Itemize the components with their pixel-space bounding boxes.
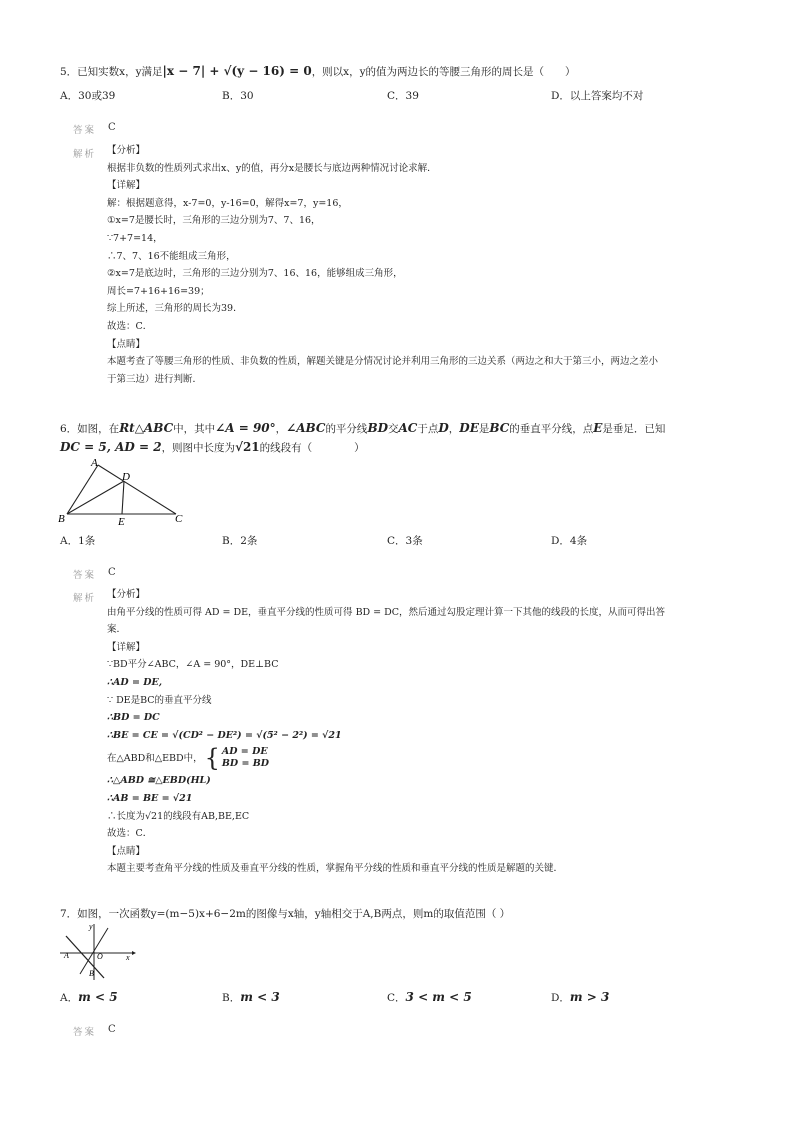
q7-answer-value: C — [108, 1024, 116, 1035]
q6-line: ∴AB = BE = √21 — [107, 792, 193, 804]
q5-answer-label: 答案 — [73, 125, 97, 136]
q5-option-a[interactable]: A．30或39 — [60, 90, 116, 102]
q6-option-c[interactable]: C．3条 — [387, 535, 423, 547]
q6-line: 本题主要考查角平分线的性质及垂直平分线的性质，掌握角平分线的性质和垂直平分线的性质是解题的关键． — [107, 863, 564, 875]
q6-solution — [107, 586, 665, 878]
q7-option-prefix: A． — [60, 992, 79, 1004]
q7-label-b: B — [89, 969, 94, 978]
q6-line: ∵ DE是BC的垂直平分线 — [107, 694, 212, 706]
q6-text: 6．如图，在 — [60, 423, 120, 435]
q6-text: 于点 — [417, 423, 439, 435]
q6-option-d[interactable]: D．4条 — [551, 535, 588, 547]
q6-text: 中，其中 — [173, 423, 216, 435]
q7-option-prefix: B． — [222, 992, 241, 1004]
q5-stem-formula: |x − 7| + √(y − 16) = 0 — [162, 64, 312, 78]
q6-math: √21 — [235, 440, 260, 454]
q6-math: ∠A = 90° — [215, 421, 276, 435]
q6-text: 是 — [478, 423, 490, 435]
q5-line: ∴7、7、16不能组成三角形， — [107, 250, 236, 262]
q5-line: 根据非负数的性质列式求出x、y的值，再分x是腰长与底边两种情况讨论求解． — [107, 162, 437, 174]
q5-option-d[interactable]: D．以上答案均不对 — [551, 90, 644, 102]
q5-line: 于第三边）进行判断． — [107, 373, 203, 385]
q7-option-d[interactable] — [551, 990, 609, 1005]
q5-line: ②x=7是底边时，三角形的三边分别为7、16、16，能够组成三角形， — [107, 268, 403, 280]
q6-line: 【点睛】 — [107, 845, 146, 857]
q7-label-x: x — [126, 953, 130, 962]
q6-text: 的平分线 — [325, 423, 368, 435]
q6-segment-de — [122, 481, 124, 514]
q7-label-y: y — [89, 922, 93, 931]
q6-segment-bd — [67, 481, 124, 514]
q5-solution — [107, 142, 658, 388]
q5-stem — [60, 64, 576, 79]
q6-line: 案． — [107, 624, 127, 636]
q7-line-graph-figure — [58, 920, 138, 982]
q6-line: ∵BD平分∠ABC，∠A = 90°，DE⊥BC — [107, 659, 279, 671]
q7-label-o: O — [97, 952, 103, 961]
q5-line: 本题考查了等腰三角形的性质、非负数的性质，解题关键是分情况讨论并利用三角形的三边关系（两边之和大于第三小，两边之差小 — [107, 356, 659, 368]
q5-line: 【详解】 — [107, 180, 146, 192]
q6-math: DE — [459, 421, 479, 435]
q6-option-b[interactable]: B．2条 — [222, 535, 258, 547]
q6-line: 【分析】 — [107, 589, 146, 600]
q6-text: 的线段有（ ） — [259, 442, 365, 454]
q6-label-b: B — [58, 513, 65, 525]
q5-line: ∵7+7=14， — [107, 232, 163, 244]
q7-option-value: 3 < m < 5 — [405, 990, 472, 1004]
q6-label-e: E — [118, 516, 125, 526]
q6-option-a[interactable]: A．1条 — [60, 535, 96, 547]
q6-stem-line2 — [60, 440, 365, 455]
q6-line: 【详解】 — [107, 641, 146, 653]
q6-line: ∴AD = DE, — [107, 676, 163, 688]
q7-answer-label: 答案 — [73, 1027, 97, 1038]
q6-line: ∴BD = DC — [107, 712, 160, 724]
q5-line: 周长=7+16+16=39； — [107, 285, 210, 297]
q6-math: AC — [398, 421, 418, 435]
q6-stem-line1 — [60, 421, 665, 436]
q6-line: ∴△ABD ≅△EBD(HL) — [107, 775, 211, 787]
q6-text: ，则图中长度为 — [161, 442, 236, 454]
q7-option-b[interactable] — [222, 990, 280, 1005]
q7-option-value: m > 3 — [569, 990, 610, 1004]
q5-line: 故选：C． — [107, 320, 153, 332]
q6-analysis-label: 解析 — [73, 593, 97, 604]
q7-x-arrow — [132, 951, 136, 955]
q7-option-a[interactable] — [60, 990, 118, 1005]
q6-text: ， — [275, 423, 287, 435]
q7-option-value: m < 5 — [78, 990, 118, 1004]
q6-label-d: D — [122, 471, 130, 483]
q5-line: 【分析】 — [107, 145, 146, 156]
q6-math: ∠ABC — [286, 421, 326, 435]
q6-congruence-system — [107, 744, 665, 772]
q5-line: 【点睛】 — [107, 338, 146, 350]
q6-text: ， — [448, 423, 460, 435]
q6-answer-value: C — [108, 567, 116, 578]
q5-stem-post: ，则以x，y的值为两边长的等腰三角形的周长是（ ） — [311, 66, 576, 78]
q6-text: 交 — [388, 423, 399, 435]
q6-math: BD — [367, 421, 388, 435]
q6-line: AD = DE — [221, 746, 268, 758]
q7-option-value: m < 3 — [240, 990, 280, 1004]
q6-system-rows — [222, 746, 269, 770]
q7-option-prefix: C． — [387, 992, 406, 1004]
brace-icon: { — [204, 744, 220, 773]
q6-triangle-figure — [58, 456, 188, 526]
q5-line: ①x=7是腰长时，三角形的三边分别为7、7、16， — [107, 215, 321, 227]
q6-line: ∴长度为√21的线段有AB,BE,EC — [107, 810, 250, 822]
q5-line: 综上所述，三角形的周长为39． — [107, 303, 243, 315]
q5-stem-pre: 5．已知实数x，y满足 — [60, 66, 163, 78]
q6-answer-label: 答案 — [73, 570, 97, 581]
q6-math: DC = 5, AD = 2 — [60, 440, 162, 454]
q5-answer-value: C — [108, 122, 116, 133]
q6-label-c: C — [175, 513, 183, 525]
q6-line: 在△ABD和△EBD中， — [107, 752, 203, 764]
q6-math: D — [438, 421, 449, 435]
q6-line: BD = BD — [221, 758, 270, 770]
q6-line: 由角平分线的性质可得 AD = DE，垂直平分线的性质可得 BD = DC，然后通过勾股定理计算一下其他的线段的长度，从而可得出答 — [107, 606, 666, 618]
q6-line: 故选：C． — [107, 828, 153, 840]
q5-option-c[interactable]: C．39 — [387, 90, 419, 102]
q6-text: 是垂足．已知 — [602, 423, 666, 435]
q6-math: BC — [489, 421, 510, 435]
q6-math: Rt△ABC — [119, 421, 174, 435]
q6-side-ab — [67, 465, 98, 514]
q6-math: E — [593, 421, 603, 435]
q6-line: ∴BE = CE = √(CD² − DE²) = √(5² − 2²) = √21 — [107, 729, 342, 741]
q6-text: 的垂直平分线，点 — [509, 423, 594, 435]
q5-analysis-label: 解析 — [73, 149, 97, 160]
q7-stem: 7．如图，一次函数y=(m−5)x+6−2m的图像与x轴，y轴相交于A,B两点，则m的取值范围（ ） — [60, 908, 511, 920]
q5-line: 解：根据题意得，x-7=0，y-16=0，解得x=7，y=16， — [107, 197, 348, 209]
q6-label-a: A — [91, 457, 98, 469]
q7-label-a: A — [64, 951, 69, 960]
q7-option-c[interactable] — [387, 990, 472, 1005]
q5-option-b[interactable]: B．30 — [222, 90, 254, 102]
q7-option-prefix: D． — [551, 992, 570, 1004]
